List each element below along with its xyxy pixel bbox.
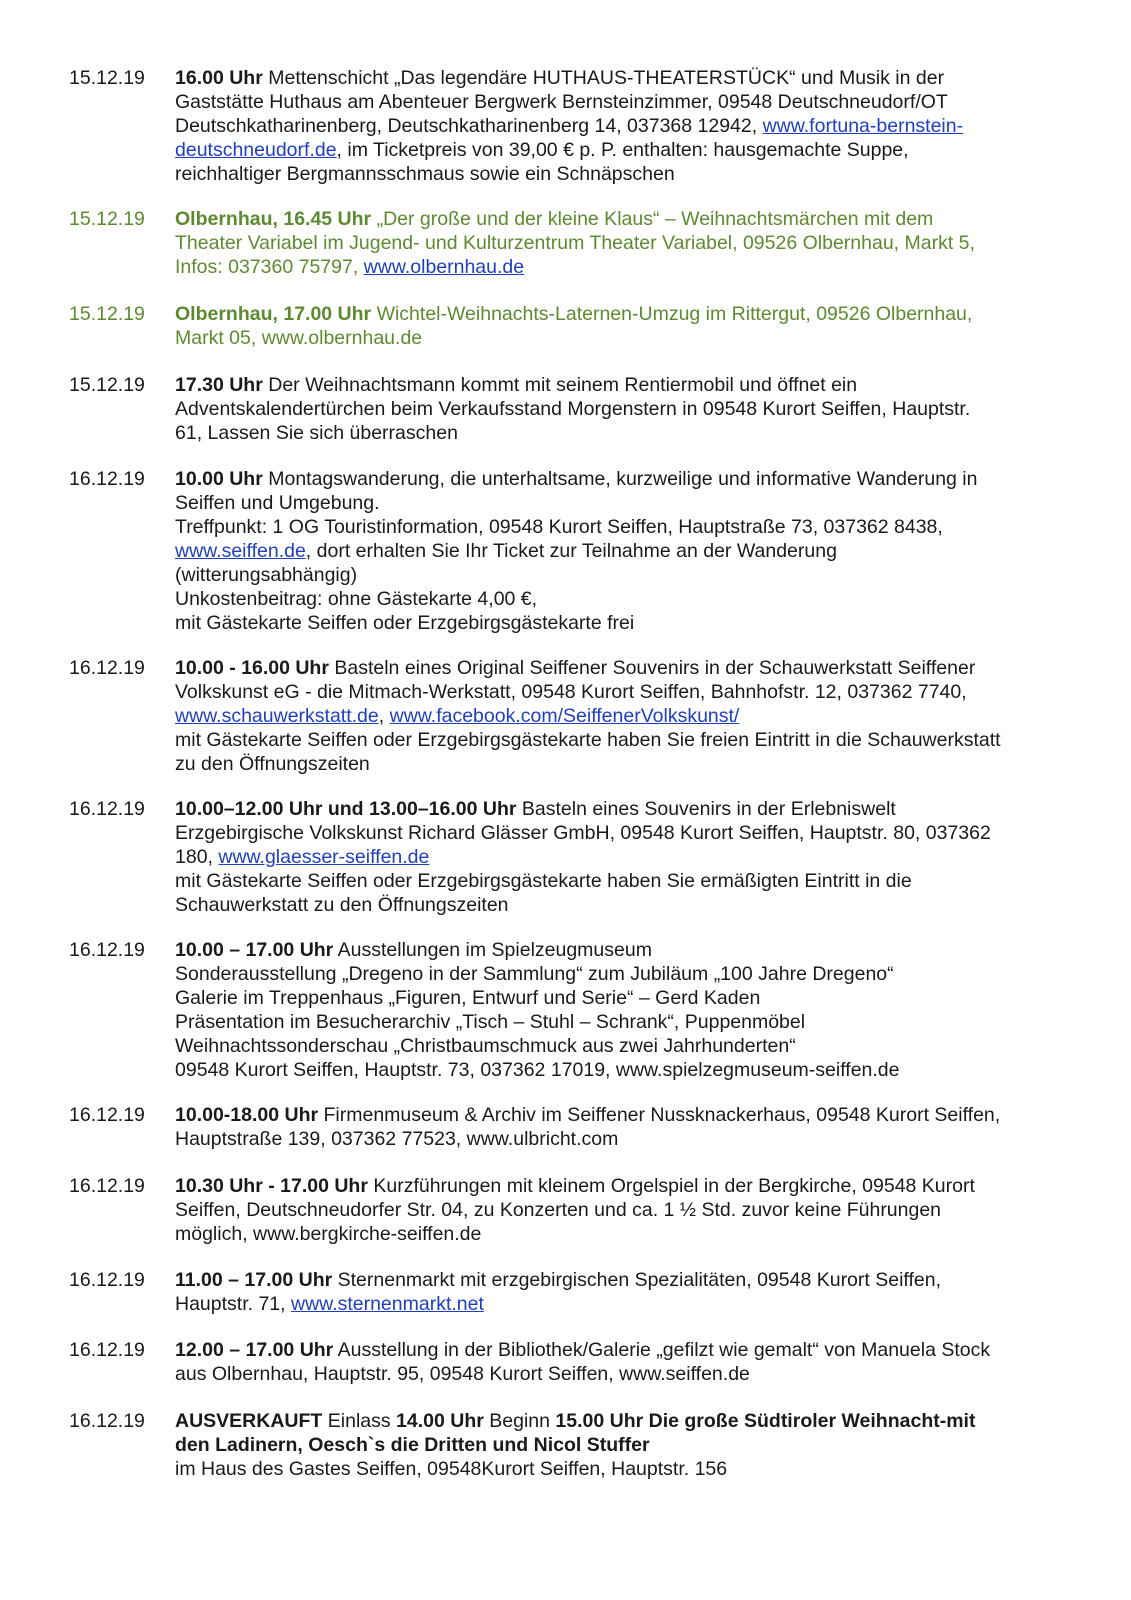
description-line: [175, 373, 1075, 397]
text: 09548 Kurort Seiffen, Hauptstr. 73, 037362 17019, www.spielzegmuseum-seiffen.de: [175, 1059, 900, 1081]
event-date: 16.12.19: [69, 657, 145, 679]
text: , dort erhalten Sie Ihr Ticket zur Teilnahme an der Wanderung: [305, 540, 837, 562]
web-link[interactable]: www.facebook.com/SeiffenerVolkskunst/: [389, 705, 740, 727]
description-line: [175, 1268, 1075, 1292]
text: Seiffen, Deutschneudorfer Str. 04, zu Konzerten und ca. 1 ½ Std. zuvor keine Führungen: [175, 1199, 942, 1221]
description-line: [175, 1433, 1075, 1457]
text: Infos: 037360 75797,: [175, 256, 364, 278]
description-line: [175, 1058, 1075, 1082]
text: Theater Variabel im Jugend- und Kulturzentrum Theater Variabel, 09526 Olbernhau, Markt 5,: [175, 232, 975, 254]
web-link[interactable]: www.seiffen.de: [175, 540, 306, 562]
bold-text: 10.00 Uhr: [175, 468, 263, 490]
text: Volkskunst eG - die Mitmach-Werkstatt, 09548 Kurort Seiffen, Bahnhofstr. 12, 037362 7740,: [175, 681, 967, 703]
event-description: [175, 1103, 1075, 1151]
event-description: [175, 467, 1075, 635]
description-line: [175, 1457, 1075, 1481]
event-description: [175, 302, 1075, 350]
text: ,: [378, 705, 390, 727]
web-link[interactable]: www.glaesser-seiffen.de: [218, 846, 430, 868]
description-line: [175, 1010, 1075, 1034]
description-line: [175, 491, 1075, 515]
text: Sternenmarkt mit erzgebirgischen Spezialitäten, 09548 Kurort Seiffen,: [332, 1269, 942, 1291]
description-line: [175, 1409, 1075, 1433]
description-line: [175, 845, 1075, 869]
text: Galerie im Treppenhaus „Figuren, Entwurf und Serie“ – Gerd Kaden: [175, 987, 761, 1009]
text: mit Gästekarte Seiffen oder Erzgebirgsgästekarte frei: [175, 612, 635, 634]
description-line: [175, 821, 1075, 845]
bold-text: 11.00 – 17.00 Uhr: [175, 1269, 333, 1291]
bold-text: 16.00 Uhr: [175, 67, 263, 89]
bold-text: Olbernhau, 16.45 Uhr: [175, 208, 372, 230]
description-line: [175, 138, 1075, 162]
event-date: 16.12.19: [69, 1175, 145, 1197]
description-line: [175, 986, 1075, 1010]
description-line: [175, 680, 1075, 704]
text: Montagswanderung, die unterhaltsame, kurzweilige und informative Wanderung in: [262, 468, 978, 490]
event-date: 15.12.19: [69, 374, 145, 396]
description-line: [175, 421, 1075, 445]
description-line: [175, 1127, 1075, 1151]
bold-text: 10.00 – 17.00 Uhr: [175, 939, 334, 961]
description-line: [175, 1034, 1075, 1058]
text: Treffpunkt: 1 OG Touristinformation, 09548 Kurort Seiffen, Hauptstraße 73, 037362 8438,: [175, 516, 943, 538]
event-date: 15.12.19: [69, 303, 145, 325]
text: 61, Lassen Sie sich überraschen: [175, 422, 458, 444]
description-line: [175, 728, 1075, 752]
text: Deutschkatharinenberg, Deutschkatharinenberg 14, 037368 12942,: [175, 115, 763, 137]
event-date: 15.12.19: [69, 67, 145, 89]
event-description: [175, 938, 1075, 1082]
text: Der Weihnachtsmann kommt mit seinem Rentiermobil und öffnet ein: [262, 374, 858, 396]
text: Einlass: [322, 1410, 397, 1432]
text: Beginn: [483, 1410, 556, 1432]
text: im Haus des Gastes Seiffen, 09548Kurort Seiffen, Hauptstr. 156: [175, 1458, 728, 1480]
description-line: [175, 207, 1075, 231]
text: 180,: [175, 846, 219, 868]
description-line: [175, 563, 1075, 587]
event-description: [175, 797, 1075, 917]
text: Mettenschicht „Das legendäre HUTHAUS-THEATERSTÜCK“ und Musik in der: [262, 67, 945, 89]
event-date: 16.12.19: [69, 1410, 145, 1432]
bold-text: AUSVERKAUFT: [175, 1410, 323, 1432]
text: „Der große und der kleine Klaus“ – Weihnachtsmärchen mit dem: [371, 208, 934, 230]
description-line: [175, 1198, 1075, 1222]
description-line: [175, 255, 1075, 279]
text: Hauptstr. 71,: [175, 1293, 291, 1315]
event-date: 15.12.19: [69, 208, 145, 230]
description-line: [175, 869, 1075, 893]
text: (witterungsabhängig): [175, 564, 358, 586]
bold-text: 10.00-18.00 Uhr: [175, 1104, 319, 1126]
web-link[interactable]: www.sternenmarkt.net: [290, 1293, 484, 1315]
description-line: [175, 467, 1075, 491]
event-date: 16.12.19: [69, 1104, 145, 1126]
text: Firmenmuseum & Archiv im Seiffener Nussknackerhaus, 09548 Kurort Seiffen,: [318, 1104, 1001, 1126]
bold-text: 10.30 Uhr - 17.00 Uhr: [175, 1175, 368, 1197]
description-line: [175, 162, 1075, 186]
text: mit Gästekarte Seiffen oder Erzgebirgsgästekarte haben Sie ermäßigten Eintritt in die: [175, 870, 912, 892]
text: Hauptstraße 139, 037362 77523, www.ulbricht.com: [175, 1128, 619, 1150]
text: Kurzführungen mit kleinem Orgelspiel in der Bergkirche, 09548 Kurort: [367, 1175, 975, 1197]
text: Weihnachtssonderschau „Christbaumschmuck aus zwei Jahrhunderten“: [175, 1035, 796, 1057]
text: Markt 05, www.olbernhau.de: [175, 327, 423, 349]
text: Wichtel-Weihnachts-Laternen-Umzug im Rittergut, 09526 Olbernhau,: [371, 303, 973, 325]
text: Basteln eines Original Seiffener Souvenirs in der Schauwerkstatt Seiffener: [328, 657, 976, 679]
event-date: 16.12.19: [69, 798, 145, 820]
description-line: [175, 1362, 1075, 1386]
event-date: 16.12.19: [69, 939, 145, 961]
text: Sonderausstellung „Dregeno in der Sammlung“ zum Jubiläum „100 Jahre Dregeno“: [175, 963, 894, 985]
text: mit Gästekarte Seiffen oder Erzgebirgsgästekarte haben Sie freien Eintritt in die Schauwerkstatt: [175, 729, 1001, 751]
text: Basteln eines Souvenirs in der Erlebniswelt: [516, 798, 896, 820]
bold-text: 15.00 Uhr Die große Südtiroler Weihnacht-mit: [555, 1410, 976, 1432]
text: Gaststätte Huthaus am Abenteuer Bergwerk Bernsteinzimmer, 09548 Deutschneudorf/OT: [175, 91, 948, 113]
bold-text: 10.00 - 16.00 Uhr: [175, 657, 329, 679]
event-date: 16.12.19: [69, 1339, 145, 1361]
event-description: [175, 207, 1075, 279]
event-description: [175, 1338, 1075, 1386]
text: Ausstellungen im Spielzeugmuseum: [333, 939, 652, 961]
text: Unkostenbeitrag: ohne Gästekarte 4,00 €,: [175, 588, 538, 610]
web-link[interactable]: deutschneudorf.de: [175, 139, 337, 161]
text: Seiffen und Umgebung.: [175, 492, 380, 514]
description-line: [175, 1222, 1075, 1246]
description-line: [175, 114, 1075, 138]
text: Ausstellung in der Bibliothek/Galerie „gefilzt wie gemalt“ von Manuela Stock: [333, 1339, 991, 1361]
bold-text: 10.00–12.00 Uhr und 13.00–16.00 Uhr: [175, 798, 517, 820]
bold-text: 17.30 Uhr: [175, 374, 263, 396]
description-line: [175, 938, 1075, 962]
description-line: [175, 66, 1075, 90]
text: aus Olbernhau, Hauptstr. 95, 09548 Kurort Seiffen, www.seiffen.de: [175, 1363, 750, 1385]
text: Schauwerkstatt zu den Öffnungszeiten: [175, 894, 509, 916]
description-line: [175, 90, 1075, 114]
description-line: [175, 587, 1075, 611]
description-line: [175, 326, 1075, 350]
event-description: [175, 1268, 1075, 1316]
description-line: [175, 704, 1075, 728]
description-line: [175, 1338, 1075, 1362]
description-line: [175, 515, 1075, 539]
description-line: [175, 539, 1075, 563]
bold-text: den Ladinern, Oesch`s die Dritten und Nicol Stuffer: [175, 1434, 650, 1456]
description-line: [175, 397, 1075, 421]
event-description: [175, 1174, 1075, 1246]
description-line: [175, 611, 1075, 635]
text: Präsentation im Besucherarchiv „Tisch – Stuhl – Schrank“, Puppenmöbel: [175, 1011, 806, 1033]
description-line: [175, 656, 1075, 680]
description-line: [175, 752, 1075, 776]
event-description: [175, 656, 1075, 776]
text: Erzgebirgische Volkskunst Richard Glässer GmbH, 09548 Kurort Seiffen, Hauptstr. 80, 037362: [175, 822, 991, 844]
description-line: [175, 962, 1075, 986]
bold-text: 12.00 – 17.00 Uhr: [175, 1339, 334, 1361]
description-line: [175, 1174, 1075, 1198]
event-description: [175, 66, 1075, 186]
event-description: [175, 1409, 1075, 1481]
bold-text: 14.00 Uhr: [396, 1410, 484, 1432]
event-date: 16.12.19: [69, 1269, 145, 1291]
text: Adventskalendertürchen beim Verkaufsstand Morgenstern in 09548 Kurort Seiffen, Hauptstr.: [175, 398, 971, 420]
text: , im Ticketpreis von 39,00 € p. P. enthalten: hausgemachte Suppe,: [336, 139, 909, 161]
event-description: [175, 373, 1075, 445]
text: zu den Öffnungszeiten: [175, 753, 370, 775]
web-link[interactable]: www.olbernhau.de: [363, 256, 525, 278]
text: möglich, www.bergkirche-seiffen.de: [175, 1223, 482, 1245]
description-line: [175, 797, 1075, 821]
description-line: [175, 893, 1075, 917]
description-line: [175, 1103, 1075, 1127]
web-link[interactable]: www.fortuna-bernstein-: [762, 115, 964, 137]
bold-text: Olbernhau, 17.00 Uhr: [175, 303, 372, 325]
text: reichhaltiger Bergmannsschmaus sowie ein Schnäpschen: [175, 163, 675, 185]
description-line: [175, 231, 1075, 255]
event-date: 16.12.19: [69, 468, 145, 490]
description-line: [175, 302, 1075, 326]
web-link[interactable]: www.schauwerkstatt.de: [175, 705, 379, 727]
description-line: [175, 1292, 1075, 1316]
